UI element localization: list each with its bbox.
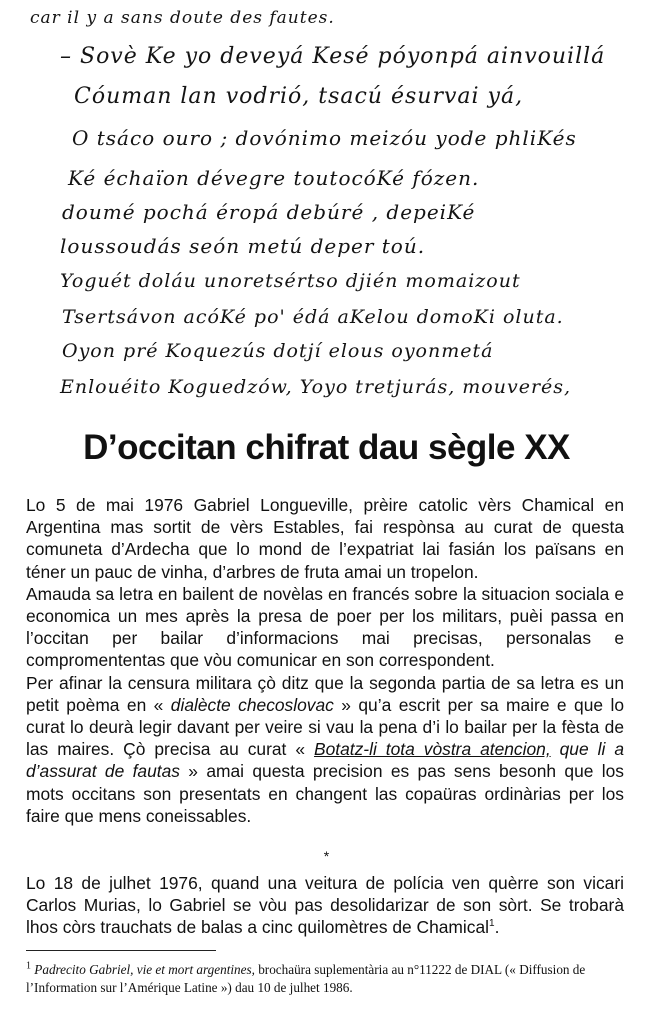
- handwritten-line: Enlouéito Koguedzów, Yoyo tretjurás, mouverés,: [60, 376, 572, 398]
- footnote-reference[interactable]: 1: [489, 918, 495, 930]
- handwritten-line: doumé pochá éropá debúré , depeiKé: [62, 200, 476, 224]
- paragraph-text: » qu’a escrit per sa maire e que lo curat lo deurà legir davant per veire si vau la pena d’i lo bailar per la fèsta de las maires. Çò precisa au curat «: [26, 694, 625, 760]
- paragraph: Amauda sa letra en bailent de novèlas en francés sobre la situacion sociala e economica un mes après la presa de poer per los militars, puèi passa en l’occitan per bailar d’informacions mai precisas, personalas e compromententas que vòu comunicar en son correspondent.: [26, 583, 624, 671]
- handwritten-line: Oyon pré Koquezús dotjí elous oyonmetá: [62, 340, 494, 362]
- footnote-divider: [26, 950, 216, 951]
- handwritten-letter-image: [0, 0, 653, 420]
- footnote-text: [26, 961, 626, 997]
- paragraph: Lo 5 de mai 1976 Gabriel Longueville, prèire catolic vèrs Chamical en Argentina mas sortit de vèrs Estables, fai respònsa au curat de questa comuneta d’Ardecha que lo mond de l’expatriat lai fasián los païsans en téner un pauc de vinha, d’arbres de fruta amai un tropelon.: [26, 495, 624, 582]
- handwritten-line: car il y a sans doute des fautes.: [30, 8, 335, 28]
- paragraph-text: Per afinar la censura militara çò ditz que la segonda partia de sa letra es un petit poèma en «: [26, 672, 624, 715]
- footnote-number: 1: [26, 960, 31, 972]
- paragraph: [26, 672, 624, 827]
- footnote-source-title: Padrecito Gabriel, vie et mort argentines,: [34, 962, 255, 977]
- emphasis-text: dialècte checoslovac: [170, 694, 334, 715]
- handwritten-line: – Sovè Ke yo deveyá Kesé póyonpá ainvouillá: [60, 44, 606, 69]
- handwritten-line: Cóuman lan vodrió, tsacú ésurvai yá,: [74, 84, 524, 109]
- page-title: D’occitan chifrat dau sègle XX: [83, 428, 570, 467]
- paragraph: [26, 872, 624, 939]
- paragraph-text: .: [494, 917, 500, 938]
- underlined-quote: Botatz-li tota vòstra atencion,: [314, 739, 551, 760]
- article-body: [26, 494, 624, 827]
- handwritten-line: O tsáco ouro ; dovónimo meizóu yode phliKés: [72, 126, 577, 150]
- section-separator: *: [323, 848, 330, 864]
- handwritten-line: Ké échaïon dévegre toutocóKé fózen.: [68, 166, 480, 190]
- footnote: [26, 961, 626, 997]
- handwritten-line: Tsertsávon acóKé po' édá aKelou domoKi oluta.: [62, 306, 564, 328]
- paragraph-text: Lo 18 de julhet 1976, quand una veitura de polícia ven quèrre son vicari Carlos Murias, lo Gabriel se vòu pas desolidarizar de son sòrt. Se trobarà lhos còrs trauchats de balas a cinc quilomètres de Chamical: [26, 873, 624, 938]
- article-body-continued: [26, 872, 624, 939]
- handwritten-line: Yoguét doláu unoretsértso djién momaizout: [60, 270, 521, 292]
- footnote-detail: brochaüra suplementària au n°11222 de DIAL (« Diffusion de l’Information sur l’Amérique Latine ») dau 10 de julhet 1986.: [26, 962, 586, 995]
- paragraph-text: » amai questa precision es pas sens besonh que los mots occitans son presentats en changent las copaüras ordinàrias per los faire que mens coneissables.: [26, 761, 624, 826]
- handwritten-line: loussoudás seón metú deper toú.: [60, 234, 426, 258]
- emphasis-text: que li a d’assurat de fautas: [26, 739, 624, 782]
